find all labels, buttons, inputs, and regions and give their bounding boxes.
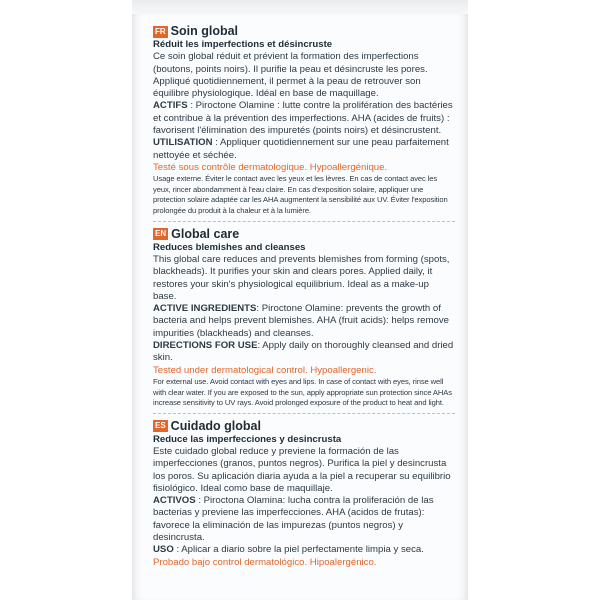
actives-text-es: : Piroctona Olamina: lucha contra la proliferación de las bacterias y previene las imperfecciones. AHA (acidos de frutas): favorece la eliminación de las impurezas (puntos negros) y desincrusta. (153, 495, 434, 544)
usage-label-fr: UTILISATION (153, 137, 213, 149)
warning-fr: Usage externe. Éviter le contact avec les yeux et les lèvres. En cas de contact avec les yeux, rincer abondamment à l'eau claire. En cas d'exposition solaire, appliquer une protection solaire adaptée car les AHA augmentent la sensibilité aux UV. Éviter l'exposition prolongée du produit à la chaleur et à la lumière. (153, 174, 448, 216)
section-divider (153, 221, 455, 222)
product-box-side (132, 14, 468, 600)
language-badge-es: ES (155, 421, 166, 431)
tested-en: Tested under dermatological control. Hypoallergenic. (153, 364, 377, 376)
section-header-en (153, 227, 455, 242)
subtitle-en: Reduces blemishes and cleanses (153, 241, 306, 253)
usage-es (153, 544, 455, 556)
usage-text-es: : Aplicar a diario sobre la piel perfectamente limpia y seca. (173, 544, 424, 556)
language-badge-en: EN (155, 229, 167, 239)
section-title-en: Global care (171, 226, 240, 241)
intro-es: Este cuidado global reduce y previene la formación de las imperfecciones (granos, puntos negros). Purifica la piel y desincrusta los poros. Su aplicación diaria ayuda a la piel a recuperar su equilibrio fisiológico. Ideal como base de maquillaje. (153, 445, 451, 494)
usage-text-fr: : Appliquer quotidiennement sur une peau parfaitement nettoyée et séchée. (153, 137, 449, 161)
section-header-es (153, 419, 455, 434)
tested-es: Probado bajo control dermatológico. Hipoalergénico. (153, 556, 377, 568)
section-divider (153, 413, 455, 414)
actives-fr (153, 100, 455, 137)
box-top-flap (132, 0, 468, 15)
usage-en (153, 340, 455, 365)
usage-label-es: USO (153, 544, 174, 556)
actives-text-en: : Piroctone Olamine: prevents the growth of bacteria and helps prevent blemishes. AHA (fruit acids): helps remove impurities (blackheads) and cleanses. (153, 303, 449, 339)
intro-fr: Ce soin global réduit et prévient la formation des imperfections (boutons, points noirs). Il purifie la peau et désincruste les pores. Appliqué quotidiennement, il permet à la peau de retrouver son équilibre physiologique. Idéal en base de maquillage. (153, 51, 428, 100)
warning-en: For external use. Avoid contact with eyes and lips. In case of contact with eyes, rinse well with clear water. If you are exposed to the sun, apply appropriate sun protection since AHAs increase sensitivity to UV rays. Avoid prolonged exposure of the product to heat and light. (153, 376, 452, 408)
actives-es (153, 495, 455, 544)
section-header-fr (153, 24, 455, 39)
actives-text-fr: : Piroctone Olamine : lutte contre la prolifération des bactéries et contribue à la prévention des imperfections. AHA (acides de fruits) : favorisent l'élimination des impuretés (points noirs) et désincrustent. (153, 100, 453, 137)
actives-label-es: ACTIVOS (153, 495, 196, 507)
intro-en: This global care reduces and prevents blemishes from forming (spots, blackheads). It purifies your skin and clears pores. Applied daily, it restores your skin's physiological equilibrium. Ideal as a make-up base. (153, 253, 450, 302)
subtitle-fr: Réduit les imperfections et désincruste (153, 39, 333, 50)
label-text (153, 22, 455, 569)
section-title-fr: Soin global (170, 24, 239, 38)
language-badge-fr: FR (155, 26, 166, 36)
usage-label-en: DIRECTIONS FOR USE (153, 340, 258, 352)
actives-label-en: ACTIVE INGREDIENTS (153, 303, 257, 315)
usage-text-en: : Apply daily on thoroughly cleansed and dried skin. (153, 340, 454, 364)
actives-en (153, 303, 455, 340)
usage-fr (153, 137, 455, 162)
section-title-es: Cuidado global (170, 418, 261, 433)
subtitle-es: Reduce las imperfecciones y desincrusta (153, 433, 342, 445)
tested-fr: Testé sous contrôle dermatologique. Hypoallergénique. (153, 161, 388, 173)
actives-label-fr: ACTIFS (153, 100, 188, 112)
